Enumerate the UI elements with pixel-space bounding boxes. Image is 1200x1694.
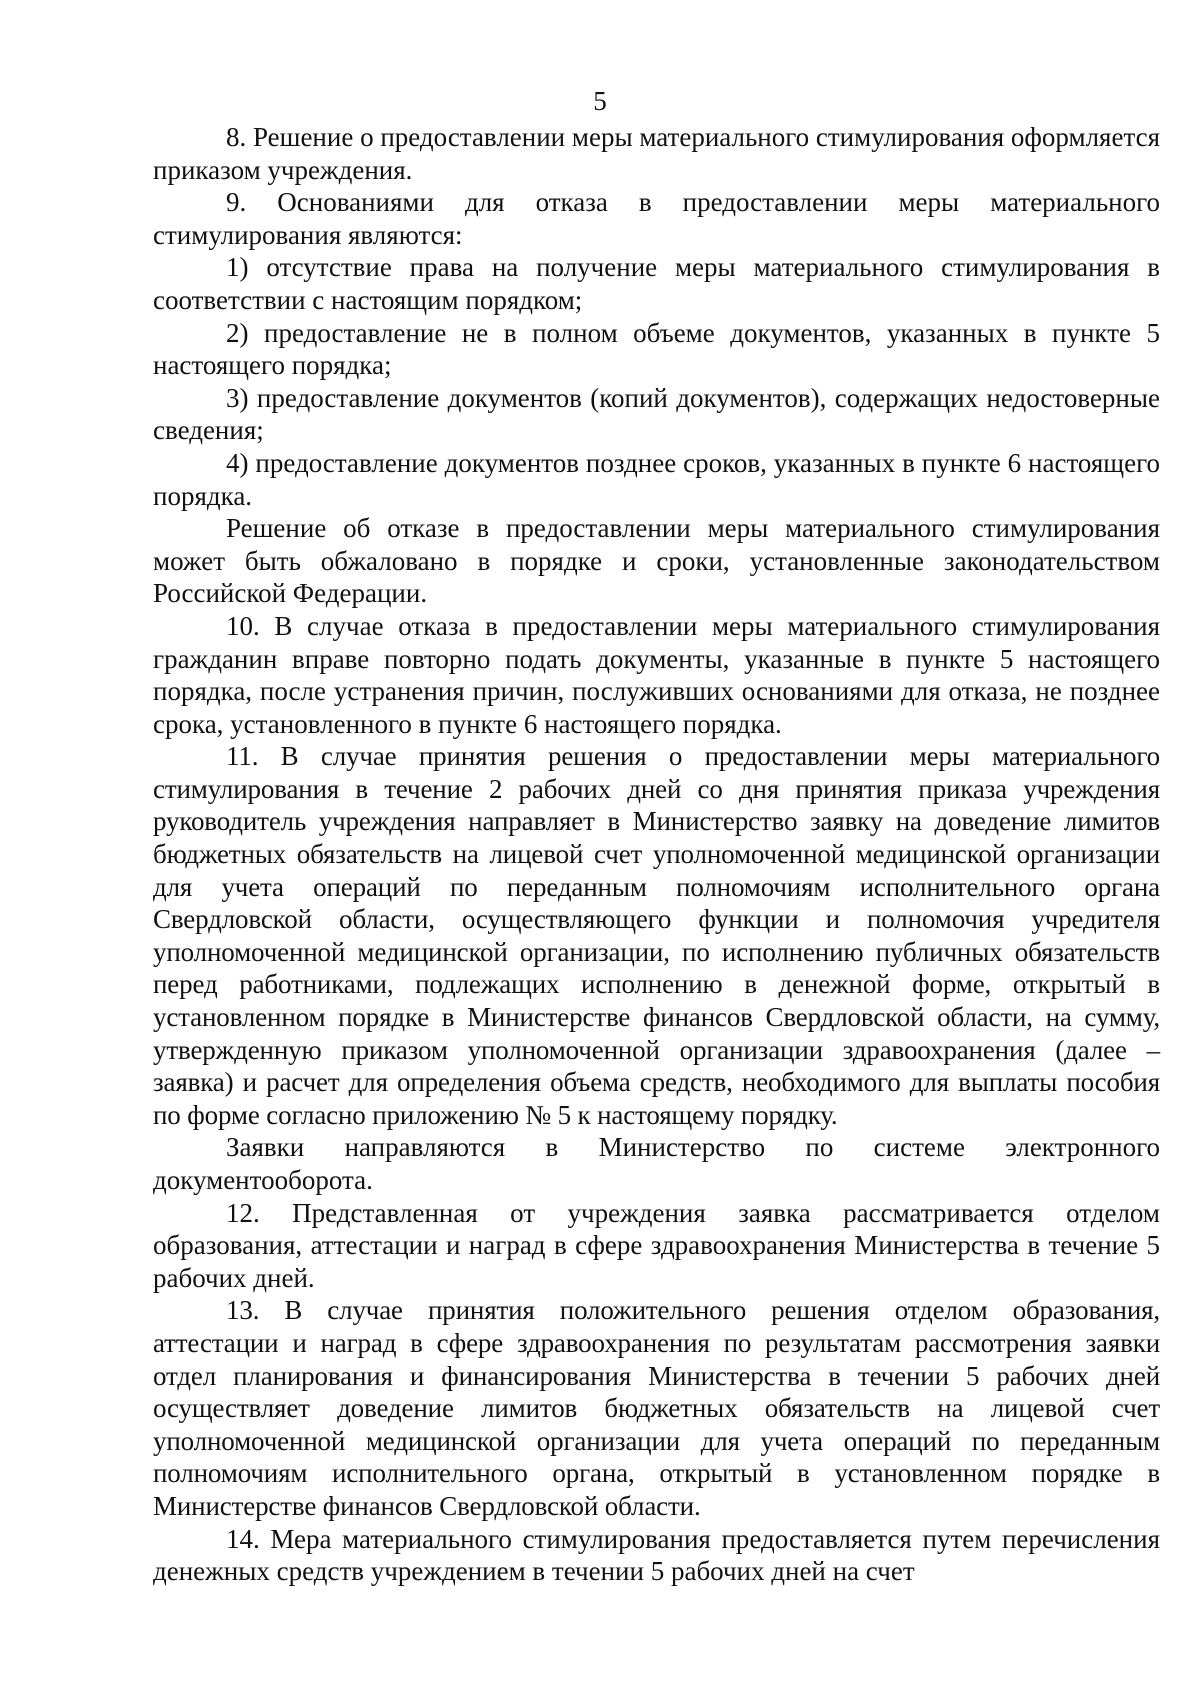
paragraph-11: 11. В случае принятия решения о предоставлении меры материального стимулирования в течение 2 рабочих дней со дня принятия приказа учреждения руководитель учреждения направляет в Министерство заявку на доведение лимитов бюджетных обязательств на лицевой счет уполномоченной медицинской организации для учета операций по переданным полномочиям исполнительного органа Свердловской области, осуществляющего функции и полномочия учредителя уполномоченной медицинской организации, по исполнению публичных обязательств перед работниками, подлежащих исполнению в денежной форме, открытый в установленном порядке в Министерстве финансов Свердловской области, на сумму, утвержденную приказом уполномоченной организации здравоохранения (далее – заявка) и расчет для определения объема средств, необходимого для выплаты пособия по форме согласно приложению № 5 к настоящему порядку. — [153, 741, 1160, 1130]
paragraph-8: 8. Решение о предоставлении меры материального стимулирования оформляется приказом учреждения. — [153, 122, 1160, 185]
paragraph-13: 13. В случае принятия положительного решения отделом образования, аттестации и наград в сфере здравоохранения по результатам рассмотрения заявки отдел планирования и финансирования Министерства в течении 5 рабочих дней осуществляет доведение лимитов бюджетных обязательств на лицевой счет уполномоченной медицинской организации для учета операций по переданным полномочиям исполнительного органа, открытый в установленном порядке в Министерстве финансов Свердловской области. — [153, 1295, 1160, 1521]
refusal-reason-1: 1) отсутствие права на получение меры материального стимулирования в соответствии с настоящим порядком; — [153, 252, 1160, 315]
paragraph-14: 14. Мера материального стимулирования предоставляется путем перечисления денежных средств учреждением в течении 5 рабочих дней на счет — [153, 1523, 1160, 1587]
paragraph-10: 10. В случае отказа в предоставлении меры материального стимулирования гражданин вправе повторно подать документы, указанные в пункте 5 настоящего порядка, после устранения причин, послуживших основаниями для отказа, не позднее срока, установленного в пункте 6 настоящего порядка. — [153, 610, 1160, 739]
paragraph-9: 9. Основаниями для отказа в предоставлении меры материального стимулирования являются: — [153, 187, 1160, 250]
refusal-reason-2: 2) предоставление не в полном объеме документов, указанных в пункте 5 настоящего порядка; — [153, 317, 1160, 381]
appeal-paragraph: Решение об отказе в предоставлении меры материального стимулирования может быть обжаловано в порядке и сроки, установленные законодательством Российской Федерации. — [153, 513, 1160, 609]
page-number: 5 — [593, 86, 607, 116]
applications-paragraph: Заявки направляются в Министерство по системе электронного документооборота. — [153, 1132, 1160, 1195]
document-body — [153, 121, 1160, 1588]
refusal-reason-3: 3) предоставление документов (копий документов), содержащих недостоверные сведения; — [153, 382, 1160, 446]
refusal-reason-4: 4) предоставление документов позднее сроков, указанных в пункте 6 настоящего порядка. — [153, 447, 1160, 511]
paragraph-12: 12. Представленная от учреждения заявка рассматривается отделом образования, аттестации и наград в сфере здравоохранения Министерства в течение 5 рабочих дней. — [153, 1197, 1160, 1293]
